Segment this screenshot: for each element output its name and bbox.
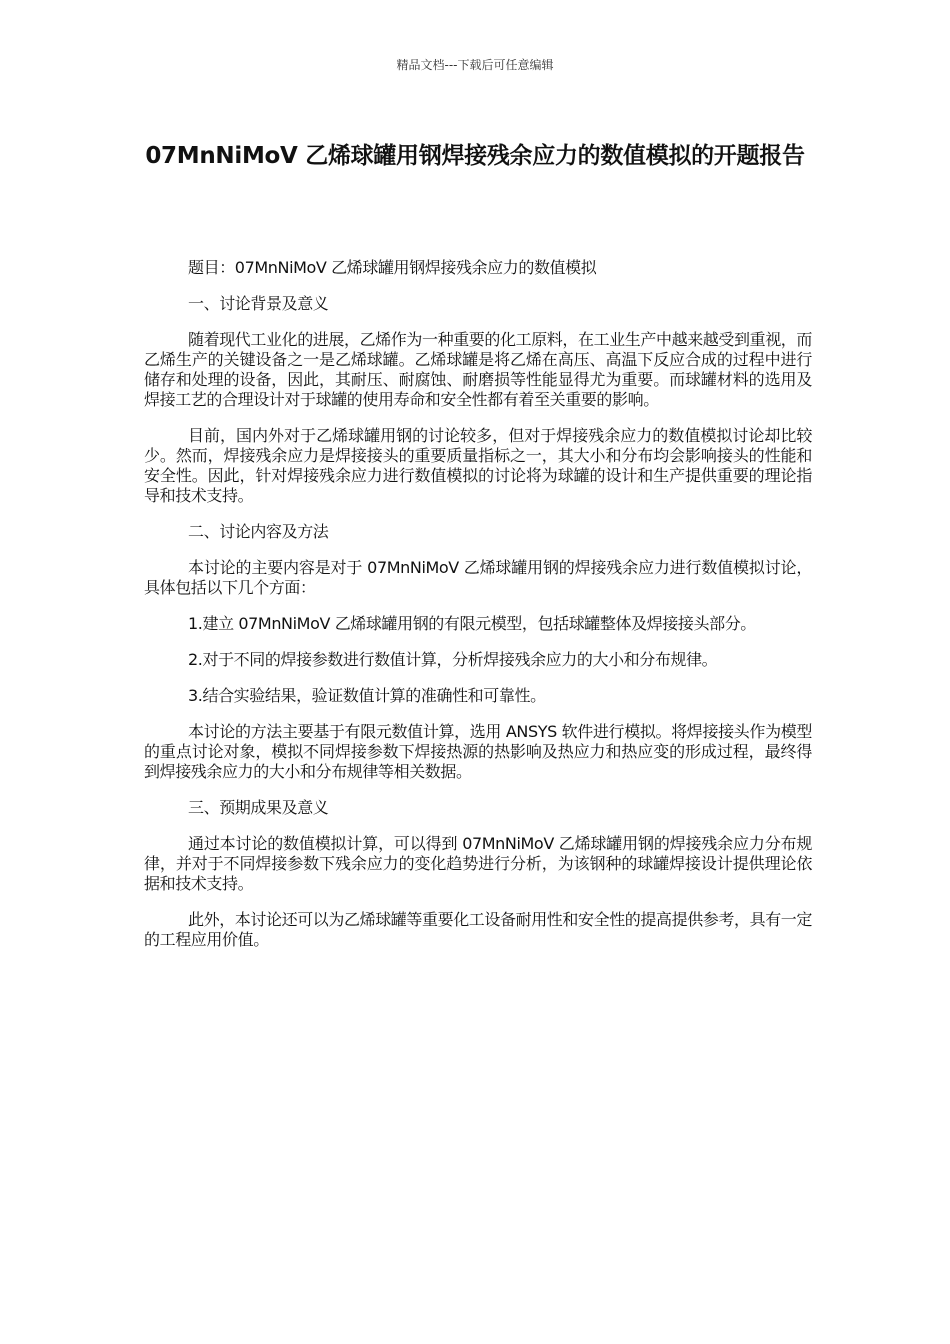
list-item-1: 1.建立 07MnNiMoV 乙烯球罐用钢的有限元模型，包括球罐整体及焊接接头部分。 (188, 614, 756, 633)
paragraph-expected-results: 通过本讨论的数值模拟计算，可以得到 07MnNiMoV 乙烯球罐用钢的焊接残余应力分布规律，并对于不同焊接参数下残余应力的变化趋势进行分析，为该钢种的球罐焊接设计提供理论依据和技术支持。 (144, 834, 812, 893)
document-title: 07MnNiMoV 乙烯球罐用钢焊接残余应力的数值模拟的开题报告 (145, 143, 805, 169)
paragraph-conclusion: 此外，本讨论还可以为乙烯球罐等重要化工设备耐用性和安全性的提高提供参考，具有一定的工程应用价值。 (144, 910, 813, 949)
section-heading-background: 一、讨论背景及意义 (188, 294, 329, 313)
section-heading-expected-results: 三、预期成果及意义 (188, 798, 329, 817)
topic-line: 题目：07MnNiMoV 乙烯球罐用钢焊接残余应力的数值模拟 (188, 258, 597, 277)
page-header: 精品文档---下载后可任意编辑 (396, 58, 554, 72)
section-heading-content-methods: 二、讨论内容及方法 (188, 522, 329, 541)
list-item-3: 3.结合实验结果，验证数值计算的准确性和可靠性。 (188, 686, 546, 705)
paragraph-content-intro: 本讨论的主要内容是对于 07MnNiMoV 乙烯球罐用钢的焊接残余应力进行数值模拟讨论，具体包括以下几个方面： (144, 558, 812, 597)
document-body (144, 258, 812, 966)
paragraph-background-1: 随着现代工业化的进展，乙烯作为一种重要的化工原料，在工业生产中越来越受到重视，而乙烯生产的关键设备之一是乙烯球罐。乙烯球罐是将乙烯在高压、高温下反应合成的过程中进行储存和处理的设备，因此，其耐压、耐腐蚀、耐磨损等性能显得尤为重要。而球罐材料的选用及焊接工艺的合理设计对于球罐的使用寿命和安全性都有着至关重要的影响。 (144, 330, 813, 409)
paragraph-background-2: 目前，国内外对于乙烯球罐用钢的讨论较多，但对于焊接残余应力的数值模拟讨论却比较少。然而，焊接残余应力是焊接接头的重要质量指标之一，其大小和分布均会影响接头的性能和安全性。因此，针对焊接残余应力进行数值模拟的讨论将为球罐的设计和生产提供重要的理论指导和技术支持。 (144, 426, 812, 505)
list-item-2: 2.对于不同的焊接参数进行数值计算，分析焊接残余应力的大小和分布规律。 (188, 650, 718, 669)
paragraph-methods: 本讨论的方法主要基于有限元数值计算，选用 ANSYS 软件进行模拟。将焊接接头作为模型的重点讨论对象，模拟不同焊接参数下焊接热源的热影响及热应力和热应变的形成过程，最终得到焊接残余应力的大小和分布规律等相关数据。 (144, 722, 812, 781)
